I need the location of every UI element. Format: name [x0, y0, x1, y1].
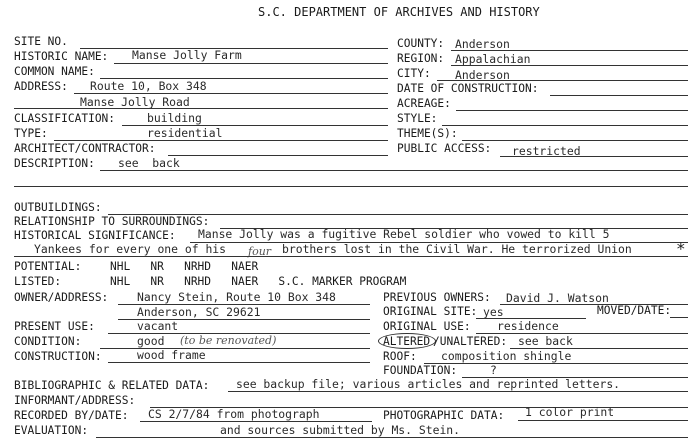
line-type [54, 140, 388, 141]
line-date-of-construction [550, 95, 688, 96]
label-informant: INFORMANT/ADDRESS: [14, 394, 136, 407]
value-recorded-by: CS 2/7/84 from photograph [148, 407, 320, 421]
line-city [437, 80, 688, 81]
label-altered: ALTERED [383, 335, 431, 348]
label-architect: ARCHITECT/CONTRACTOR: [14, 142, 156, 155]
label-unaltered: /UNALTERED: [433, 335, 508, 348]
line-roof [424, 363, 688, 364]
label-type: TYPE: [14, 127, 48, 140]
value-recorded-by-line2: and sources submitted by Ms. Stein. [220, 423, 461, 437]
value-region: Appalachian [455, 52, 531, 66]
value-significance-line2a: Yankees for every one of his [34, 242, 227, 256]
line-style [442, 125, 688, 126]
label-description: DESCRIPTION: [14, 157, 95, 170]
form-header: S.C. DEPARTMENT OF ARCHIVES AND HISTORY [258, 5, 540, 19]
listed-options: NHL NR NRHD NAER S.C. MARKER PROGRAM [110, 275, 407, 288]
label-evaluation: EVALUATION: [14, 424, 89, 437]
value-foundation: ? [490, 363, 497, 377]
line-address-1 [74, 93, 388, 94]
value-description: see back [118, 156, 180, 170]
value-present-use: vacant [137, 319, 179, 333]
value-previous-owners: David J. Watson [506, 291, 609, 305]
line-county [451, 50, 688, 51]
label-themes: THEME(S): [397, 127, 458, 140]
line-themes [462, 140, 688, 141]
label-bibliographic: BIBLIOGRAPHIC & RELATED DATA: [14, 379, 210, 392]
label-present-use: PRESENT USE: [14, 320, 95, 333]
handwritten-condition-note: (to be renovated) [180, 334, 277, 347]
value-historic-name: Manse Jolly Farm [132, 48, 242, 62]
label-listed: LISTED: [14, 275, 62, 288]
value-public-access: restricted [512, 144, 581, 158]
label-region: REGION: [397, 52, 445, 65]
value-bibliographic: see backup file; various articles and reprinted letters. [236, 377, 621, 391]
label-previous-owners: PREVIOUS OWNERS: [383, 291, 491, 304]
value-county: Anderson [455, 37, 510, 51]
value-condition: good [137, 334, 165, 348]
line-public-access [500, 156, 688, 157]
value-significance-line2b: brothers lost in the Civil War. He terrorized Union [282, 242, 632, 256]
label-city: CITY: [397, 67, 431, 80]
label-historical-significance: HISTORICAL SIGNIFICANCE: [14, 229, 176, 242]
line-description-1 [100, 170, 688, 171]
value-original-use: residence [497, 319, 559, 333]
line-acreage [456, 110, 688, 111]
label-address: ADDRESS: [14, 80, 68, 93]
label-date-of-construction: DATE OF CONSTRUCTION: [397, 82, 539, 95]
label-classification: CLASSIFICATION: [14, 112, 116, 125]
label-original-site: ORIGINAL SITE: [383, 305, 478, 318]
line-region [451, 65, 688, 66]
label-owner-address: OWNER/ADDRESS: [14, 291, 109, 304]
line-moved-date [670, 317, 688, 318]
value-address-line2: Manse Jolly Road [80, 95, 190, 109]
value-owner-line2: Anderson, SC 29621 [137, 305, 261, 319]
line-description-2 [14, 186, 688, 187]
label-foundation: FOUNDATION: [383, 364, 458, 377]
label-recorded-by: RECORDED BY/DATE: [14, 409, 129, 422]
value-original-site: yes [483, 305, 504, 319]
value-owner-line1: Nancy Stein, Route 10 Box 348 [137, 290, 336, 304]
value-city: Anderson [455, 68, 510, 82]
line-photographic-data [518, 420, 688, 421]
label-outbuildings: OUTBUILDINGS: [14, 201, 102, 214]
line-architect [168, 155, 388, 156]
label-original-use: ORIGINAL USE: [383, 320, 471, 333]
label-construction: CONSTRUCTION: [14, 350, 102, 363]
line-address-2 [14, 108, 388, 109]
line-historic-name [114, 63, 388, 64]
label-style: STYLE: [397, 112, 438, 125]
label-photographic-data: PHOTOGRAPHIC DATA: [383, 409, 505, 422]
asterisk-mark: * [676, 239, 686, 258]
value-photographic-data: 1 color print [525, 405, 615, 419]
label-public-access: PUBLIC ACCESS: [397, 142, 492, 155]
line-construction [108, 362, 370, 363]
label-common-name: COMMON NAME: [14, 65, 95, 78]
value-roof: composition shingle [441, 349, 572, 363]
value-type: residential [147, 126, 223, 140]
line-bibliographic [228, 391, 688, 392]
label-relationship: RELATIONSHIP TO SURROUNDINGS: [14, 215, 210, 228]
value-address-line1: Route 10, Box 348 [90, 79, 207, 93]
label-potential: POTENTIAL: [14, 260, 82, 273]
line-recorded-by [140, 421, 372, 422]
value-significance-line1: Manse Jolly was a fugitive Rebel soldier who vowed to kill 5 [198, 227, 610, 241]
label-acreage: ACREAGE: [397, 97, 451, 110]
label-site-no: SITE NO. [14, 35, 68, 48]
line-original-use [476, 333, 688, 334]
handwritten-four: four [248, 245, 272, 258]
label-county: COUNTY: [397, 37, 445, 50]
potential-options: NHL NR NRHD NAER [110, 260, 259, 273]
label-historic-name: HISTORIC NAME: [14, 50, 109, 63]
value-construction: wood frame [137, 348, 206, 362]
label-moved-date: MOVED/DATE: [597, 304, 672, 317]
label-roof: ROOF: [383, 350, 417, 363]
label-condition: CONDITION: [14, 335, 82, 348]
line-significance-2 [14, 256, 688, 257]
value-classification: building [147, 111, 202, 125]
value-altered: see back [518, 334, 573, 348]
